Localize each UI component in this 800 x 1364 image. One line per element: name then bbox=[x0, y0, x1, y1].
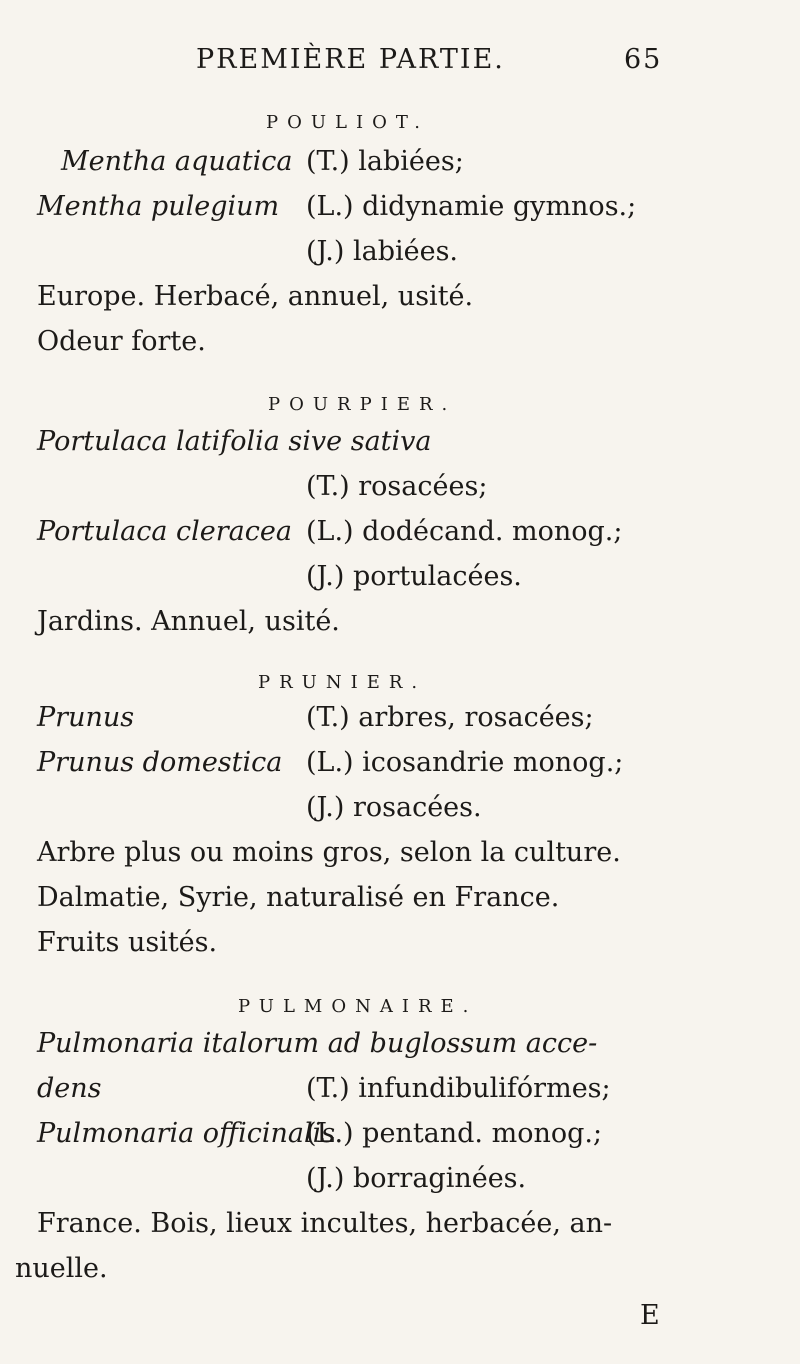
running-head: PREMIÈRE PARTIE. bbox=[196, 44, 505, 75]
classification: (T.) arbres, rosacées; bbox=[306, 702, 594, 733]
section-heading-pouliot: POULIOT. bbox=[266, 112, 429, 133]
classification: (L.) pentand. monog.; bbox=[306, 1118, 603, 1149]
classification: (L.) icosandrie monog.; bbox=[306, 747, 624, 778]
latin-name: Prunus domestica bbox=[37, 747, 283, 778]
description-line: France. Bois, lieux incultes, herbacée, an- bbox=[37, 1208, 613, 1239]
description-line: Europe. Herbacé, annuel, usité. bbox=[37, 281, 474, 312]
description-line: Fruits usités. bbox=[37, 927, 218, 958]
description-line: Odeur forte. bbox=[37, 326, 206, 357]
classification: (J.) rosacées. bbox=[306, 792, 482, 823]
classification: (L.) dodécand. monog.; bbox=[306, 516, 623, 547]
description-line: nuelle. bbox=[15, 1253, 108, 1284]
description-line: Arbre plus ou moins gros, selon la culture. bbox=[37, 837, 621, 868]
signature-mark: E bbox=[640, 1300, 660, 1331]
page-number: 65 bbox=[624, 44, 663, 75]
classification: (J.) portulacées. bbox=[306, 561, 522, 592]
latin-name: Portulaca cleracea bbox=[37, 516, 292, 547]
classification: (T.) infundibulifórmes; bbox=[306, 1073, 611, 1104]
latin-name: Prunus bbox=[37, 702, 135, 733]
section-heading-pulmonaire: PULMONAIRE. bbox=[238, 996, 478, 1017]
classification: (T.) labiées; bbox=[306, 146, 464, 177]
latin-name: Mentha pulegium bbox=[37, 191, 280, 222]
classification: (T.) rosacées; bbox=[306, 471, 488, 502]
latin-name: dens bbox=[37, 1073, 102, 1104]
description-line: Jardins. Annuel, usité. bbox=[37, 606, 340, 637]
classification: (L.) didynamie gymnos.; bbox=[306, 191, 637, 222]
section-heading-prunier: PRUNIER. bbox=[258, 672, 427, 693]
latin-name: Portulaca latifolia sive sativa bbox=[37, 426, 432, 457]
description-line: Dalmatie, Syrie, naturalisé en France. bbox=[37, 882, 560, 913]
latin-name: Pulmonaria italorum ad buglossum acce- bbox=[37, 1028, 598, 1059]
classification: (J.) labiées. bbox=[306, 236, 459, 267]
classification: (J.) borraginées. bbox=[306, 1163, 527, 1194]
latin-name: Pulmonaria officinalis bbox=[37, 1118, 336, 1149]
section-heading-pourpier: POURPIER. bbox=[268, 394, 457, 415]
latin-name: Mentha aquatica bbox=[61, 146, 293, 177]
